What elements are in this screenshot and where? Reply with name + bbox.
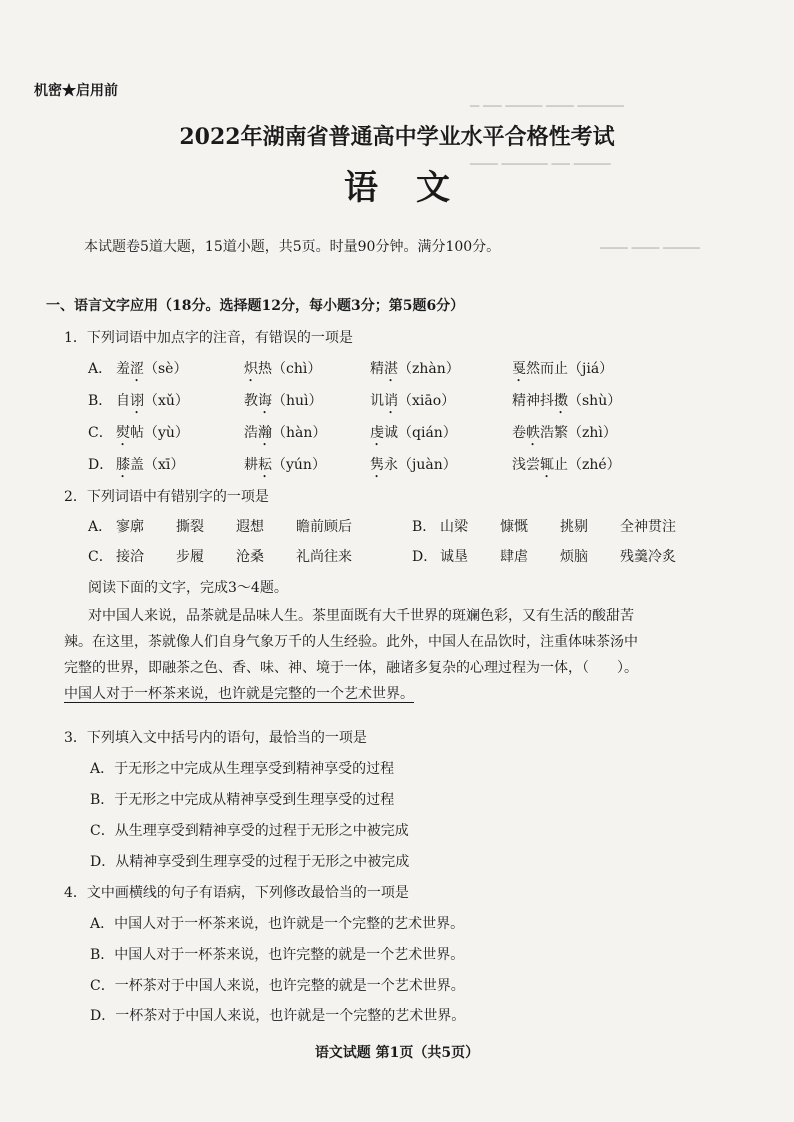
word-item: 浩瀚（hàn） [244, 425, 327, 441]
section-1-title: 一、语言文字应用（18分。选择题12分，每小题3分；第5题6分） [46, 298, 465, 314]
word-item: 烦脑 [560, 549, 588, 565]
option-letter: C． [88, 425, 113, 441]
q3-option-d: D．从精神享受到生理享受的过程于无形之中被完成 [90, 854, 410, 870]
word-item: 接洽 [116, 549, 144, 565]
passage [64, 603, 744, 707]
option-letter: A． [88, 361, 113, 377]
word-item: 山梁 [440, 519, 468, 535]
option-letter: D． [412, 549, 438, 565]
word-item: 残羹冷炙 [620, 549, 676, 565]
subject-title: 语文 [344, 168, 488, 208]
word-item: 慷慨 [500, 519, 528, 535]
word-item: 诚垦 [440, 549, 468, 565]
word-item: 熨帖（yù） [116, 425, 189, 441]
word-item: 瞻前顾后 [296, 519, 352, 535]
option-letter: B． [88, 393, 113, 409]
exam-title: 2022年湖南省普通高中学业水平合格性考试 [179, 124, 615, 150]
word-item: 挑剔 [560, 519, 588, 535]
word-item: 精神抖擞（shù） [512, 393, 622, 409]
word-item: 讥诮（xiāo） [370, 393, 456, 409]
q3-option-b: B．于无形之中完成从精神享受到生理享受的过程 [90, 792, 395, 808]
word-item: 寥廓 [116, 519, 144, 535]
word-item: 隽永（juàn） [370, 457, 457, 473]
q4-option-d: D．一杯茶对于中国人来说，也许就是一个完整的艺术世界。 [90, 1008, 466, 1024]
passage-line: 辣。在这里，茶就像人们自身气象万千的人生经验。此外，中国人在品饮时，注重体味茶汤中 [64, 634, 638, 650]
underlined-sentence: 中国人对于一杯茶来说，也许就是完整的一个艺术世界。 [64, 686, 414, 702]
word-item: 撕裂 [176, 519, 204, 535]
word-item: 耕耘（yún） [244, 457, 326, 473]
q2-stem: 2．下列词语中有错别字的一项是 [64, 489, 269, 505]
reading-instruction: 阅读下面的文字，完成3～4题。 [88, 580, 288, 596]
q4-stem: 4．文中画横线的句子有语病，下列修改最恰当的一项是 [64, 885, 409, 901]
word-item: 教诲（huì） [244, 393, 323, 409]
word-item: 精湛（zhàn） [370, 361, 460, 377]
confidential-label: 机密★启用前 [34, 83, 118, 99]
page-footer: 语文试题 第1页（共5页） [314, 1045, 480, 1061]
option-letter: D． [88, 457, 114, 473]
q3-option-c: C．从生理享受到精神享受的过程于无形之中被完成 [90, 823, 409, 839]
q4-option-c: C．一杯茶对于中国人来说，也许完整的就是一个艺术世界。 [90, 978, 465, 994]
word-item: 浅尝辄止（zhé） [512, 457, 621, 473]
word-item: 戛然而止（jiá） [512, 361, 614, 377]
q1-stem: 1．下列词语中加点字的注音，有错误的一项是 [64, 330, 353, 346]
word-item: 礼尚往来 [296, 549, 352, 565]
word-item: 虔诚（qián） [370, 425, 457, 441]
passage-line: 完整的世界，即融茶之色、香、味、神、境于一体，融诸多复杂的心理过程为一体，（ ）。 [64, 660, 638, 676]
word-item: 炽热（chì） [244, 361, 322, 377]
word-item: 全神贯注 [620, 519, 676, 535]
option-letter: C． [88, 549, 113, 565]
word-item: 沧桑 [236, 549, 264, 565]
bleed-through-text: ▁ ▁▁ ▁▁▁▁ ▁▁▁ ▁▁▁▁▁ [470, 93, 624, 107]
q4-option-b: B．中国人对于一杯茶来说，也许完整的就是一个艺术世界。 [90, 947, 465, 963]
option-letter: A． [88, 519, 113, 535]
word-item: 自诩（xǔ） [116, 393, 189, 409]
q4-option-a: A．中国人对于一杯茶来说，也许就是一个完整的艺术世界。 [90, 916, 465, 932]
word-item: 步履 [176, 549, 204, 565]
word-item: 羞涩（sè） [116, 361, 188, 377]
q3-stem: 3．下列填入文中括号内的语句，最恰当的一项是 [64, 730, 367, 746]
exam-info: 本试题卷5道大题，15道小题，共5页。时量90分钟。满分100分。 [84, 239, 501, 255]
bleed-through-text: ▁▁▁ ▁▁▁ ▁▁▁▁ [600, 235, 700, 249]
bleed-through-text: ▁▁▁ ▁▁▁▁▁ ▁▁ ▁▁▁▁ [470, 151, 611, 165]
word-item: 遐想 [236, 519, 264, 535]
word-item: 膝盖（xī） [116, 457, 185, 473]
option-letter: B． [412, 519, 437, 535]
passage-line: 对中国人来说，品茶就是品味人生。茶里面既有大千世界的斑斓色彩，又有生活的酸甜苦 [88, 608, 634, 624]
word-item: 卷帙浩繁（zhì） [512, 425, 617, 441]
word-item: 肆虐 [500, 549, 528, 565]
q3-option-a: A．于无形之中完成从生理享受到精神享受的过程 [90, 761, 395, 777]
